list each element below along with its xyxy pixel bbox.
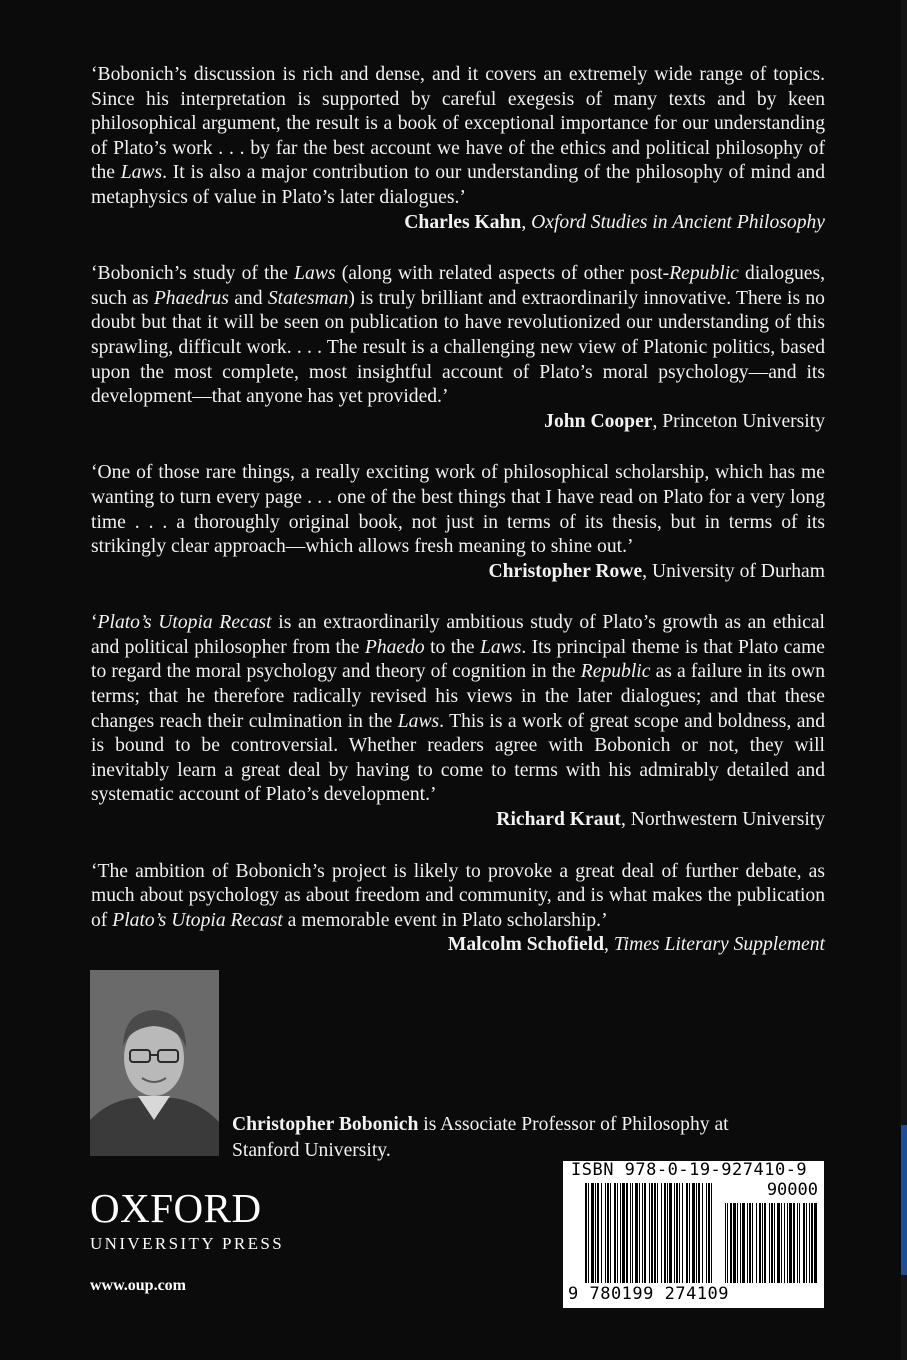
barcode-bar (617, 1183, 618, 1283)
price-code: 90000 (766, 1180, 818, 1200)
publisher-logo: OXFORD (90, 1185, 262, 1231)
quote-affiliation: Northwestern University (630, 809, 825, 831)
barcode-bar (742, 1203, 745, 1283)
barcode-bar (605, 1183, 606, 1283)
barcode-bar (771, 1203, 773, 1283)
author-photo (90, 970, 219, 1156)
barcode-bar (667, 1183, 668, 1283)
quote-author: Malcolm Schofield (447, 934, 605, 956)
quote-affiliation: Princeton University (662, 410, 825, 432)
barcode-bar (706, 1183, 707, 1283)
barcode-bar (585, 1183, 587, 1283)
barcode-bar (632, 1183, 633, 1283)
barcode-bar (664, 1183, 666, 1283)
barcode-bar (727, 1203, 728, 1283)
review-quote (91, 461, 825, 584)
barcode-bar (814, 1203, 817, 1283)
publisher-subtitle: UNIVERSITY PRESS (90, 1234, 285, 1253)
quote-attribution: Richard Kraut, Northwestern University (496, 809, 825, 831)
barcode-bar (793, 1203, 795, 1283)
barcode-bar (811, 1203, 813, 1283)
barcode-bar (651, 1183, 653, 1283)
barcode-bar (711, 1183, 712, 1283)
quote-attribution: Christopher Rowe, University of Durham (488, 560, 825, 582)
barcode-bar (730, 1203, 732, 1283)
barcode-bar (708, 1183, 710, 1283)
barcode-bar (682, 1183, 683, 1283)
barcode-bar (797, 1203, 798, 1283)
barcode-bar (777, 1203, 780, 1283)
quote-author: Christopher Rowe (488, 560, 643, 582)
barcode-bar (686, 1183, 688, 1283)
author-portrait-illustration (90, 970, 219, 1156)
barcode-bar (809, 1203, 810, 1283)
quote-text: ‘Bobonich’s study of the Laws (along with related aspects of other post-Republic dialogues, such as Phaedrus and Statesman) is truly brilliant and extraordinarily innovative. There is no doubt but that it will be seen on publication to have revolutionized our understanding of this sprawling, difficult work. . . . The result is a challenging new view of Platonic politics, based upon the most complete, most insightful account of Plato’s moral psychology—and its development—that anyone has yet provided.’ (91, 263, 826, 408)
barcode-bar (642, 1183, 643, 1283)
barcode-bar (654, 1183, 656, 1283)
barcode-bar (626, 1183, 628, 1283)
review-quote (91, 611, 825, 832)
review-quote (91, 63, 825, 235)
barcode-bar (661, 1183, 662, 1283)
barcode-bar (725, 1203, 726, 1283)
barcode-bar (733, 1203, 736, 1283)
author-bio (232, 1112, 752, 1164)
barcode-bar (747, 1203, 748, 1283)
barcode-bar (601, 1183, 602, 1283)
barcode-bar (756, 1203, 757, 1283)
barcode-bar (787, 1203, 788, 1283)
review-quote (91, 262, 825, 434)
barcode-bar (676, 1183, 678, 1283)
quote-attribution: John Cooper, Princeton University (544, 410, 825, 432)
barcode-bar (597, 1183, 599, 1283)
barcode-bar (639, 1183, 640, 1283)
barcode-bar (752, 1203, 753, 1283)
quote-author: Charles Kahn (404, 211, 522, 233)
barcode-bar (769, 1203, 770, 1283)
barcode-bar (737, 1203, 738, 1283)
barcode-bar (679, 1183, 680, 1283)
barcode-bar (696, 1183, 697, 1283)
barcode-bar (789, 1203, 792, 1283)
barcode-bar (657, 1183, 658, 1283)
publisher-url: www.oup.com (90, 1277, 187, 1294)
barcode-bar (740, 1203, 741, 1283)
barcode-bar (620, 1183, 621, 1283)
quote-attribution: Charles Kahn, Oxford Studies in Ancient Philosophy (404, 211, 825, 233)
barcode-bar (649, 1183, 650, 1283)
barcode-bar (692, 1183, 695, 1283)
review-quote (91, 860, 825, 958)
barcode-bar (635, 1183, 638, 1283)
barcode-bar (588, 1183, 589, 1283)
barcode-bar (669, 1183, 672, 1283)
barcode-bar (607, 1183, 609, 1283)
author-name: Christopher Bobonich (232, 1114, 419, 1135)
barcode-bar (614, 1183, 616, 1283)
barcode-bar (610, 1183, 611, 1283)
barcode-bar (803, 1203, 805, 1283)
isbn-barcode (563, 1161, 824, 1308)
quote-affiliation: University of Durham (651, 560, 825, 582)
barcode-bar (630, 1183, 631, 1283)
barcode-bar (759, 1203, 761, 1283)
barcode-bar (774, 1203, 775, 1283)
quote-text: ‘Plato’s Utopia Recast is an extraordinarily ambitious study of Plato’s growth as an ethical and political philosopher from the Phaedo to the Laws. Its principal theme is that Plato came to regard the moral psychology and theory of cognition in the Republic as a failure in its own terms; that he therefore radically revised his views in the later dialogues; and that these changes reach their culmination in the Laws. This is a work of great scope and boldness, and is bound to be controversial. Whether readers agree with Bobonich or not, they will inevitably learn a great deal by having to come to terms with his admirably detailed and systematic account of Plato’s development.’ (91, 612, 826, 806)
barcode-bar (806, 1203, 807, 1283)
author-bio-text: is Associate Professor of Philosophy at Stanford University. (232, 1114, 729, 1161)
quote-author: Richard Kraut (496, 809, 621, 831)
quote-affiliation: Oxford Studies in Ancient Philosophy (531, 211, 825, 233)
barcode-bar (799, 1203, 800, 1283)
ean-digits: 9 780199 274109 (568, 1284, 730, 1304)
barcode-bar (784, 1203, 785, 1283)
quote-attribution: Malcolm Schofield, Times Literary Supplement (447, 934, 825, 956)
barcode-bar (689, 1183, 690, 1283)
quote-text: ‘The ambition of Bobonich’s project is likely to provoke a great deal of further debate, as much about psychology as about freedom and community, and is what makes the publication of Plato’s Utopia Recast a memorable event in Plato scholarship.’ (91, 860, 825, 931)
isbn-label: ISBN 978-0-19-927410-9 (571, 1160, 808, 1180)
barcode-bar (644, 1183, 646, 1283)
quote-text: ‘One of those rare things, a really exciting work of philosophical scholarship, which has me wanting to turn every page . . . one of the best things that I have read on Plato for a very long time . . . a thoroughly original book, not just in terms of its thesis, but in terms of its strikingly clear approach—which allows fresh meaning to shine out.’ (91, 462, 825, 558)
barcode-bar (749, 1203, 751, 1283)
review-quotes (91, 63, 825, 985)
barcode-bar (764, 1203, 766, 1283)
barcode-bar (762, 1203, 763, 1283)
spine-accent-strip (901, 1125, 907, 1275)
quote-author: John Cooper (544, 410, 653, 432)
barcode-bar (698, 1183, 700, 1283)
quote-affiliation: Times Literary Supplement (613, 934, 825, 956)
barcode-bar (674, 1183, 675, 1283)
quote-text: ‘Bobonich’s discussion is rich and dense, and it covers an extremely wide range of topics. Since his interpretation is supported by careful exegesis of many texts and by keen philosophical argument, the result is a book of exceptional importance for our understanding of Plato’s work . . . by far the best account we have of the ethics and political philosophy of the Laws. It is also a major contribution to our understanding of the philosophy of mind and metaphysics of value in Plato’s later dialogues.’ (91, 64, 825, 208)
barcode-bar (622, 1183, 625, 1283)
barcode-bar (595, 1183, 596, 1283)
barcode-bar (781, 1203, 782, 1283)
barcode-bar (591, 1183, 594, 1283)
barcode-bar (702, 1183, 703, 1283)
